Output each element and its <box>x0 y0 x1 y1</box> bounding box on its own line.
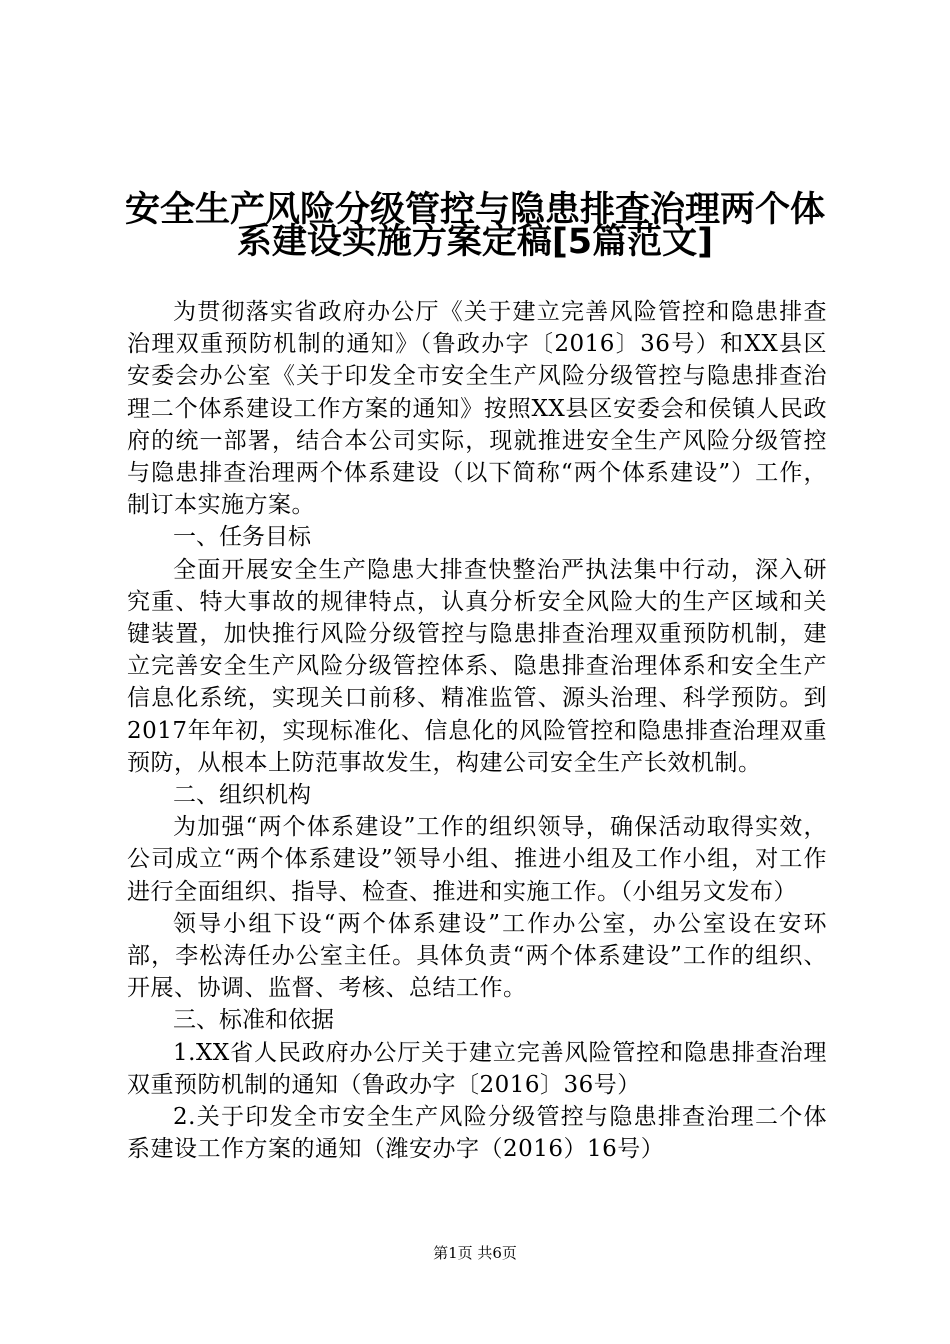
document-body <box>127 296 827 1165</box>
document-title-line-1: 安全生产风险分级管控与隐患排查治理两个体 <box>124 190 825 230</box>
section-2-heading: 二、组织机构 <box>173 782 311 809</box>
section-1-paragraph: 全面开展安全生产隐患大排查快整治严执法集中行动，深入研究重、特大事故的规律特点，认真分析安全风险大的生产区域和关键装置，加快推行风险分级管控与隐患排查治理双重预防机制，建立完善安全生产风险分级管控体系、隐患排查治理体系和安全生产信息化系统，实现关口前移、精准监管、源头治理、科学预防。到2017年年初，实现标准化、信息化的风险管控和隐患排查治理双重预防，从根本上防范事故发生，构建公司安全生产长效机制。 <box>127 556 827 776</box>
document-title-line-2: 系建设实施方案定稿[5篇范文] <box>236 222 714 262</box>
section-1-heading: 一、任务目标 <box>173 524 311 551</box>
section-2-paragraph-2: 领导小组下设“两个体系建设”工作办公室，办公室设在安环部，李松涛任办公室主任。具体负责“两个体系建设”工作的组织、开展、协调、监督、考核、总结工作。 <box>127 910 827 1002</box>
section-3-heading: 三、标准和依据 <box>173 1007 334 1034</box>
section-2-paragraph-1: 为加强“两个体系建设”工作的组织领导，确保活动取得实效，公司成立“两个体系建设”领导小组、推进小组及工作小组，对工作进行全面组织、指导、检查、推进和实施工作。（小组另文发布） <box>127 814 827 905</box>
section-3-item-1: 1.XX省人民政府办公厅关于建立完善风险管控和隐患排查治理双重预防机制的通知（鲁政办字〔2016〕36号） <box>127 1039 827 1098</box>
section-3-item-2: 2.关于印发全市安全生产风险分级管控与隐患排查治理二个体系建设工作方案的通知（潍安办字（2016）16号） <box>127 1104 827 1163</box>
intro-paragraph: 为贯彻落实省政府办公厅《关于建立完善风险管控和隐患排查治理双重预防机制的通知》（鲁政办字〔2016〕36号）和XX县区安委会办公室《关于印发全市安全生产风险分级管控与隐患排查治理二个体系建设工作方案的通知》按照XX县区安委会和侯镇人民政府的统一部署，结合本公司实际，现就推进安全生产风险分级管控与隐患排查治理两个体系建设（以下简称“两个体系建设”）工作，制订本实施方案。 <box>127 299 827 519</box>
page-number-footer: 第1页 共6页 <box>433 1244 517 1262</box>
